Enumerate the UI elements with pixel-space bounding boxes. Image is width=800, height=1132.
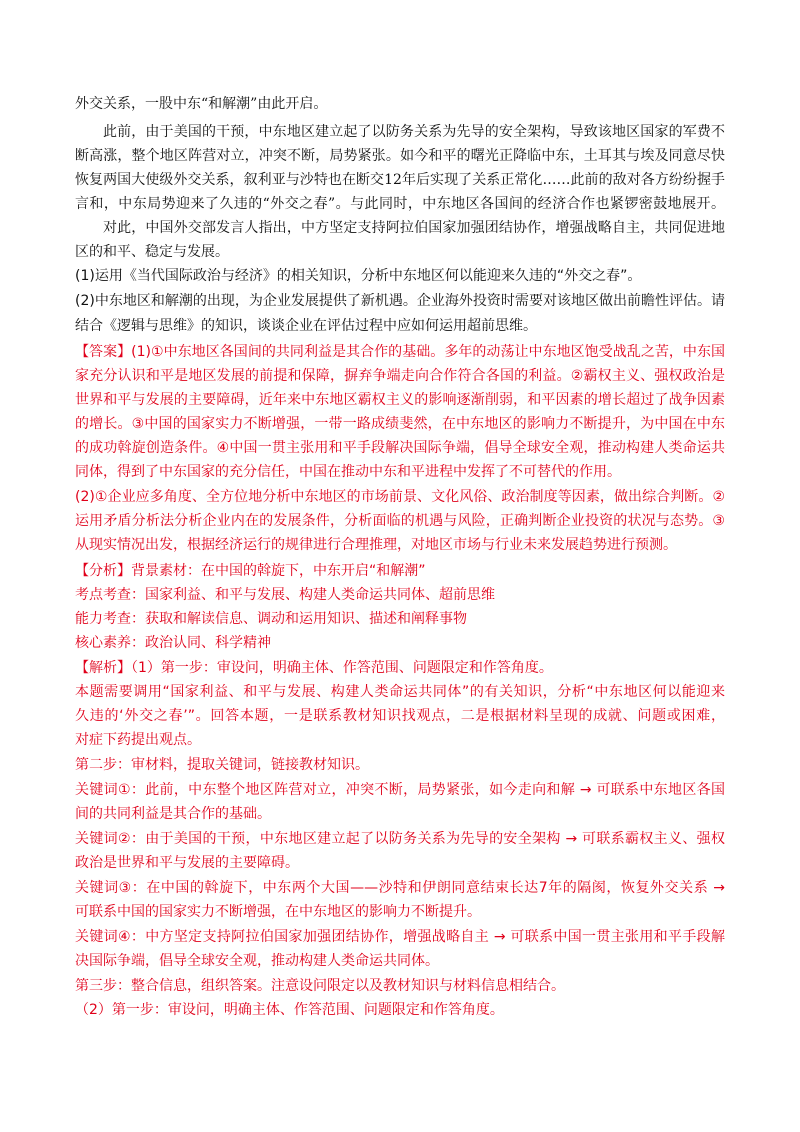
material-line: 断高涨，整个地区阵营对立，冲突不断，局势紧张。如今和平的曙光正降临中东，土耳其与埃及同意尽快 xyxy=(75,148,725,164)
answer-line: 的增长。③中国的国家实力不断增强，一带一路成绩斐然，在中东地区的影响力不断提升，为中国在中东 xyxy=(75,416,725,432)
analysis-background: 【分析】背景素材：在中国的斡旋下，中东开启“和解潮” xyxy=(75,563,426,579)
keyword-3-cont: 可联系中国的国家实力不断增强，在中东地区的影响力不断提升。 xyxy=(75,904,481,920)
keyword-3: 关键词③：在中国的斡旋下，中东两个大国——沙特和伊朗同意结束长达7年的隔阂，恢复外交关系 → xyxy=(75,880,725,896)
answer-line: 世界和平与发展的主要障碍，近年来中东地区霸权主义的影响逐渐削弱，和平因素的增长超过了战争因素 xyxy=(75,392,725,408)
explanation-step1b: （2）第一步：审设问，明确主体、作答范围、问题限定和作答角度。 xyxy=(75,1002,504,1018)
keyword-4: 关键词④：中方坚定支持阿拉伯国家加强团结协作，增强战略自主 → 可联系中国一贯主张用和平手段解 xyxy=(75,929,725,945)
answer-line: (2)①企业应多角度、全方位地分析中东地区的市场前景、文化风俗、政治制度等因素，做出综合判断。② xyxy=(75,489,725,505)
answer-line: 家充分认识和平是地区发展的前提和保障，摒弃争端走向合作符合各国的利益。②霸权主义、强权政治是 xyxy=(75,368,725,384)
keyword-2-cont: 政治是世界和平与发展的主要障碍。 xyxy=(75,855,299,871)
material-line: 区的和平、稳定与发展。 xyxy=(75,244,229,260)
analysis-points: 考点考查：国家利益、和平与发展、构建人类命运共同体、超前思维 xyxy=(75,587,495,603)
keyword-2: 关键词②：由于美国的干预，中东地区建立起了以防务关系为先导的安全架构 → 可联系霸权主义、强权 xyxy=(75,831,725,847)
analysis-ability: 能力考查：获取和解读信息、调动和运用知识、描述和阐释事物 xyxy=(75,611,467,627)
answer-line: 的成功斡旋创造条件。④中国一贯主张用和平手段解决国际争端，倡导全球安全观，推动构建人类命运共 xyxy=(75,440,725,456)
question-2: (2)中东地区和解潮的出现，为企业发展提供了新机遇。企业海外投资时需要对该地区做出前瞻性评估。请 xyxy=(75,293,725,309)
material-line: 对此，中国外交部发言人指出，中方坚定支持阿拉伯国家加强团结协作，增强战略自主，共同促进地 xyxy=(103,220,725,236)
keyword-1: 关键词①：此前，中东整个地区阵营对立，冲突不断，局势紧张，如今走向和解 → 可联系中东地区各国 xyxy=(75,782,725,798)
answer-line-1 xyxy=(75,342,725,362)
question-1: (1)运用《当代国际政治与经济》的相关知识，分析中东地区何以能迎来久违的“外交之春”。 xyxy=(75,268,642,284)
explanation-step3: 第三步：整合信息，组织答案。注意设问限定以及教材知识与材料信息相结合。 xyxy=(75,978,565,994)
keyword-4-cont: 决国际争端，倡导全球安全观，推动构建人类命运共同体。 xyxy=(75,953,439,969)
keyword-1-cont: 间的共同利益是其合作的基础。 xyxy=(75,806,271,822)
question-2-cont: 结合《逻辑与思维》的知识，谈谈企业在评估过程中应如何运用超前思维。 xyxy=(75,318,537,334)
analysis-literacy: 核心素养：政治认同、科学精神 xyxy=(75,635,271,651)
answer-label: 【答案】 xyxy=(75,344,132,360)
material-line: 恢复两国大使级外交关系，叙利亚与沙特也在断交12年后实现了关系正常化……此前的敌对各方纷纷握手 xyxy=(75,172,725,188)
explanation-intro: 本题需要调用“国家利益、和平与发展、构建人类命运共同体”的有关知识，分析“中东地区何以能迎来 xyxy=(75,684,725,700)
material-line: 此前，由于美国的干预，中东地区建立起了以防务关系为先导的安全架构，导致该地区国家的军费不 xyxy=(103,124,725,140)
answer-line: 从现实情况出发，根据经济运行的规律进行合理推理，对地区市场与行业未来发展趋势进行预测。 xyxy=(75,537,677,553)
answer-line: 运用矛盾分析法分析企业内在的发展条件，分析面临的机遇与风险，正确判断企业投资的状况与态势。③ xyxy=(75,513,725,529)
explanation-intro: 久违的‘外交之春’”。回答本题，一是联系教材知识找观点，二是根据材料呈现的成就、问题或困难， xyxy=(75,708,725,724)
explanation-step1: 【解析】（1）第一步：审设问，明确主体、作答范围、问题限定和作答角度。 xyxy=(75,660,553,676)
explanation-step2: 第二步：审材料，提取关键词，链接教材知识。 xyxy=(75,757,369,773)
material-line: 外交关系，一股中东“和解潮”由此开启。 xyxy=(75,96,328,112)
answer-text: (1)①中东地区各国间的共同利益是其合作的基础。多年的动荡让中东地区饱受战乱之苦，中东国 xyxy=(131,344,726,360)
explanation-intro: 对症下药提出观点。 xyxy=(75,732,201,748)
answer-line: 同体，得到了中东国家的充分信任，中国在推动中东和平进程中发挥了不可替代的作用。 xyxy=(75,464,621,480)
explanation-label: 【解析】 xyxy=(75,660,131,676)
material-line: 言和，中东局势迎来了久违的“外交之春”。与此同时，中东地区各国间的经济合作也紧锣密鼓地展开。 xyxy=(75,196,725,212)
analysis-label: 【分析】 xyxy=(75,563,131,579)
